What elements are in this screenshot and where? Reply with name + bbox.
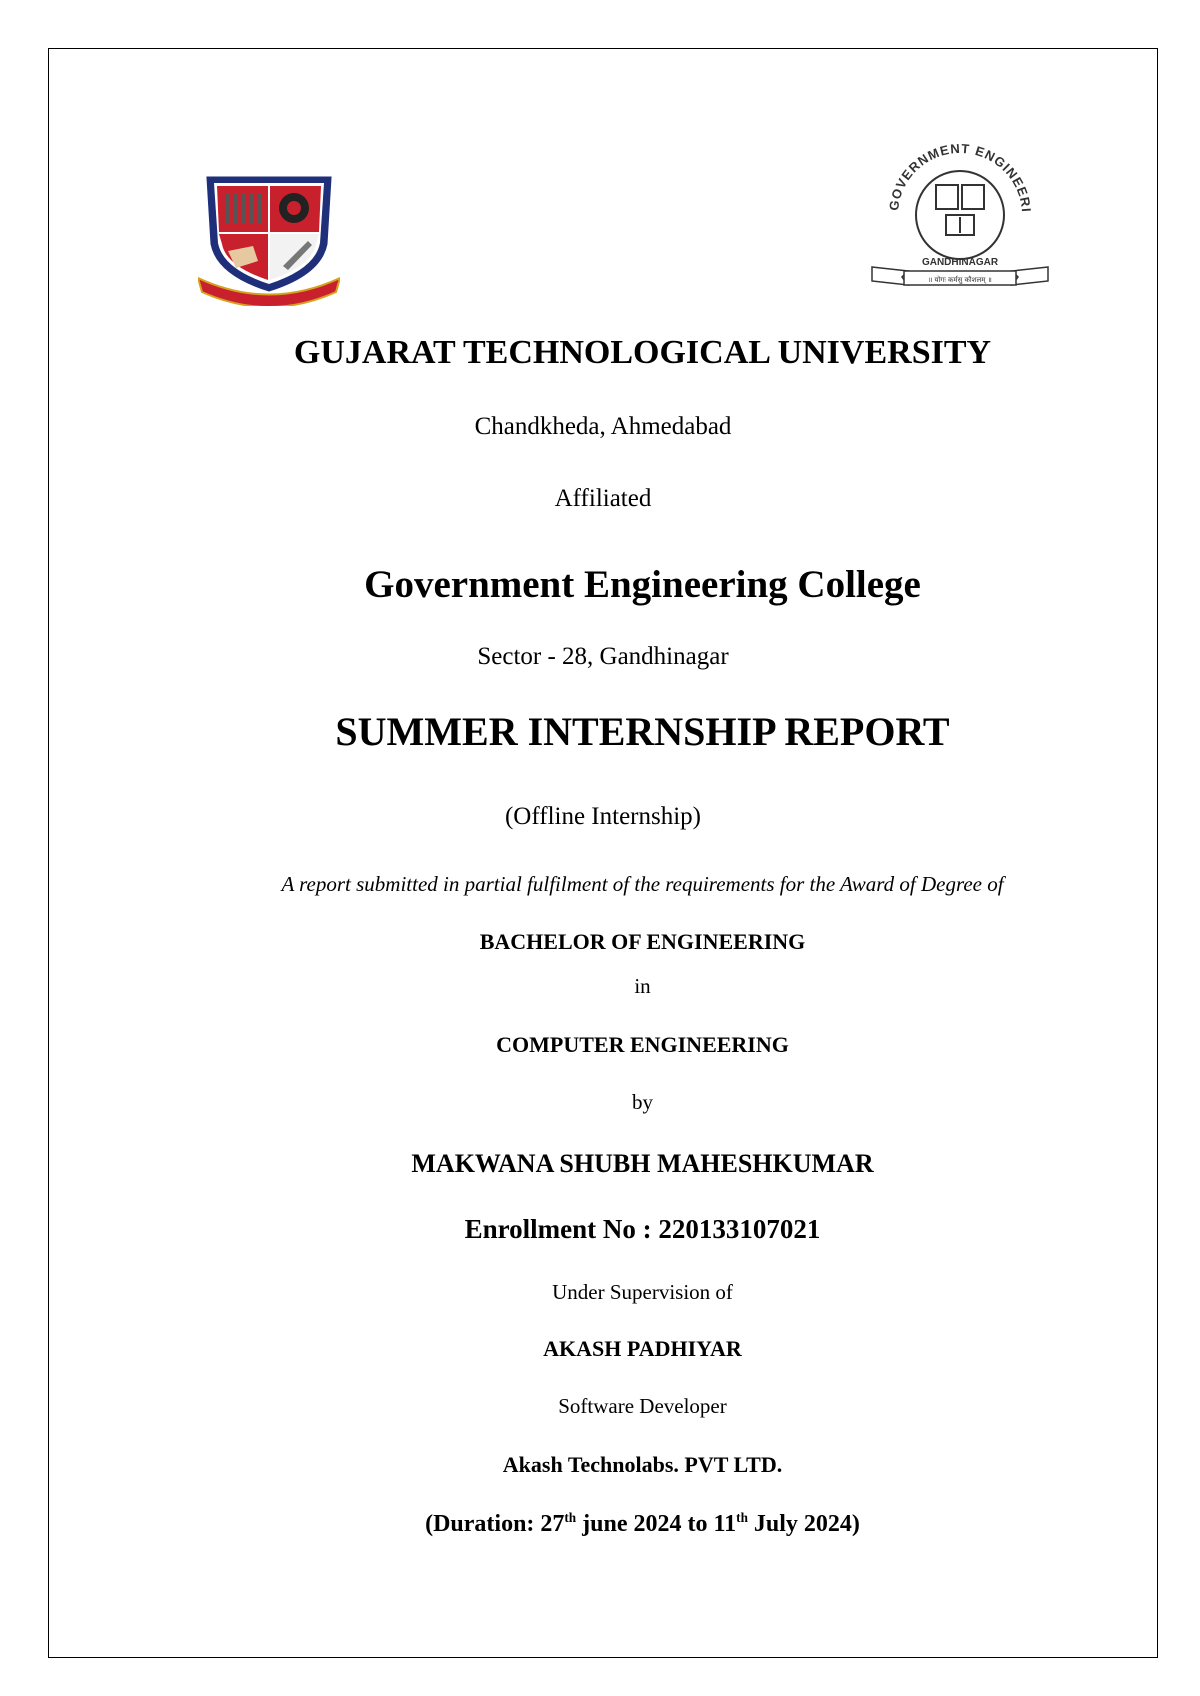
internship-mode: (Offline Internship) [504,803,701,830]
enrollment-number: Enrollment No : 220133107021 [464,1214,821,1244]
connector-in: in [634,974,651,998]
supervisor-name: AKASH PADHIYAR [543,1336,742,1361]
degree-name: BACHELOR OF ENGINEERING [479,929,806,954]
affiliation-label: Affiliated [554,485,652,512]
duration-start-month-year: june 2024 to [576,1511,714,1537]
duration-start-suffix: th [564,1510,577,1525]
branch-name: COMPUTER ENGINEERING [496,1032,789,1057]
university-name: GUJARAT TECHNOLOGICAL UNIVERSITY [293,334,992,371]
duration-end-suffix: th [736,1510,748,1525]
duration-end-day: 11 [713,1511,737,1537]
duration-end-month-year: July 2024) [747,1511,860,1537]
college-location: Sector - 28, Gandhinagar [477,643,729,670]
report-title: SUMMER INTERNSHIP REPORT [335,709,950,754]
duration-prefix: (Duration: [425,1511,541,1537]
submission-statement: A report submitted in partial fulfilment of the requirements for the Award of Degree of [281,872,1004,896]
duration-start-day: 27 [540,1511,565,1537]
gec-logo-city: GANDHINAGAR [921,257,999,268]
college-name: Government Engineering College [364,563,921,606]
gtu-logo [198,166,340,306]
company-name: Akash Technolabs. PVT LTD. [502,1452,783,1477]
gec-logo-ring-text: GOVERNMENT ENGINEERI [886,143,1034,214]
supervision-label: Under Supervision of [552,1280,733,1304]
university-location: Chandkheda, Ahmedabad [474,413,732,440]
gec-logo [868,143,1052,301]
supervisor-role: Software Developer [558,1394,727,1418]
connector-by: by [632,1090,653,1114]
student-name: MAKWANA SHUBH MAHESHKUMAR [411,1149,874,1178]
gec-logo-motto: ॥ योगः कर्मसु कौशलम् ॥ [928,276,992,284]
internship-duration [0,1512,1200,1536]
svg-text:GOVERNMENT ENGINEERING COLLEGE [868,143,1034,213]
